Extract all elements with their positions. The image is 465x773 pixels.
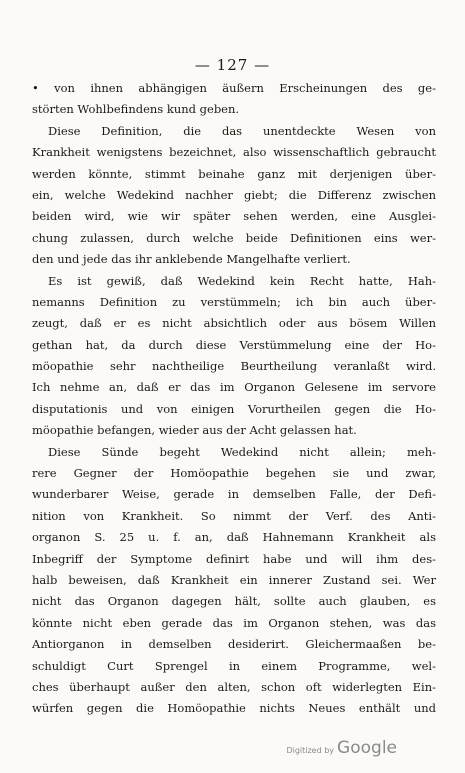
text-line: rere Gegner der Homöopathie begehen sie und zwar,	[32, 466, 436, 481]
text-line: nicht das Organon dagegen hält, sollte auch glauben, es	[32, 594, 436, 609]
text-line: schuldigt Curt Sprengel in einem Programme, wel-	[32, 658, 436, 673]
text-line: organon S. 25 u. f. an, daß Hahnemann Krankheit als	[32, 530, 436, 545]
text-line: gethan hat, da durch diese Verstümmelung eine der Ho-	[32, 337, 436, 352]
text-line: könnte nicht eben gerade das im Organon stehen, was das	[32, 615, 436, 630]
text-line: beiden wird, wie wir später sehen werden, eine Ausglei-	[32, 209, 436, 224]
text-line: Diese Sünde begeht Wedekind nicht allein; meh-	[48, 444, 436, 459]
digitization-watermark	[286, 738, 397, 758]
text-line: nition von Krankheit. So nimmt der Verf. des Anti-	[32, 508, 436, 523]
text-line: wunderbarer Weise, gerade in demselben Falle, der Defi-	[32, 487, 436, 502]
text-line: möopathie befangen, wieder aus der Acht gelassen hat.	[32, 423, 357, 438]
text-line: Es ist gewiß, daß Wedekind kein Recht hatte, Hah-	[48, 273, 436, 288]
text-line: ein, welche Wedekind nachher giebt; die Differenz zwischen	[32, 187, 436, 202]
body-text	[32, 78, 436, 720]
text-line: störten Wohlbefindens kund geben.	[32, 102, 240, 117]
text-line: chung zulassen, durch welche beide Definitionen eins wer-	[32, 230, 436, 245]
text-line: Krankheit wenigstens bezeichnet, also wissenschaftlich gebraucht	[32, 145, 436, 160]
text-line: Diese Definition, die das unentdeckte Wesen von	[48, 123, 436, 138]
text-line: möopathie sehr nachtheilige Beurtheilung veranlaßt wird.	[32, 359, 436, 374]
text-line: disputationis und von einigen Vorurtheilen gegen die Ho-	[32, 401, 436, 416]
text-line: den und jede das ihr anklebende Mangelhafte verliert.	[32, 252, 351, 267]
text-line: Ich nehme an, daß er das im Organon Gelesene im servore	[32, 380, 436, 395]
text-line: werden könnte, stimmt beinahe ganz mit derjenigen über-	[32, 166, 436, 181]
text-line: ches überhaupt außer den alten, schon oft widerlegten Ein-	[32, 679, 436, 694]
watermark-brand: Google	[337, 738, 397, 758]
text-line: halb beweisen, daß Krankheit ein innerer Zustand sei. Wer	[32, 572, 436, 587]
text-line: würfen gegen die Homöopathie nichts Neues enthält und	[32, 701, 436, 716]
text-line: nemanns Definition zu verstümmeln; ich bin auch über-	[32, 294, 436, 309]
text-line: Antiorganon in demselben desiderirt. Gleichermaaßen be-	[32, 637, 436, 652]
text-line: • von ihnen abhängigen äußern Erscheinungen des ge-	[32, 81, 436, 95]
page-number: — 127 —	[194, 56, 271, 74]
text-line: Inbegriff der Symptome definirt habe und will ihm des-	[32, 551, 436, 566]
watermark-prefix: Digitized by	[286, 746, 335, 755]
text-line: zeugt, daß er es nicht absichtlich oder aus bösem Willen	[32, 316, 436, 331]
